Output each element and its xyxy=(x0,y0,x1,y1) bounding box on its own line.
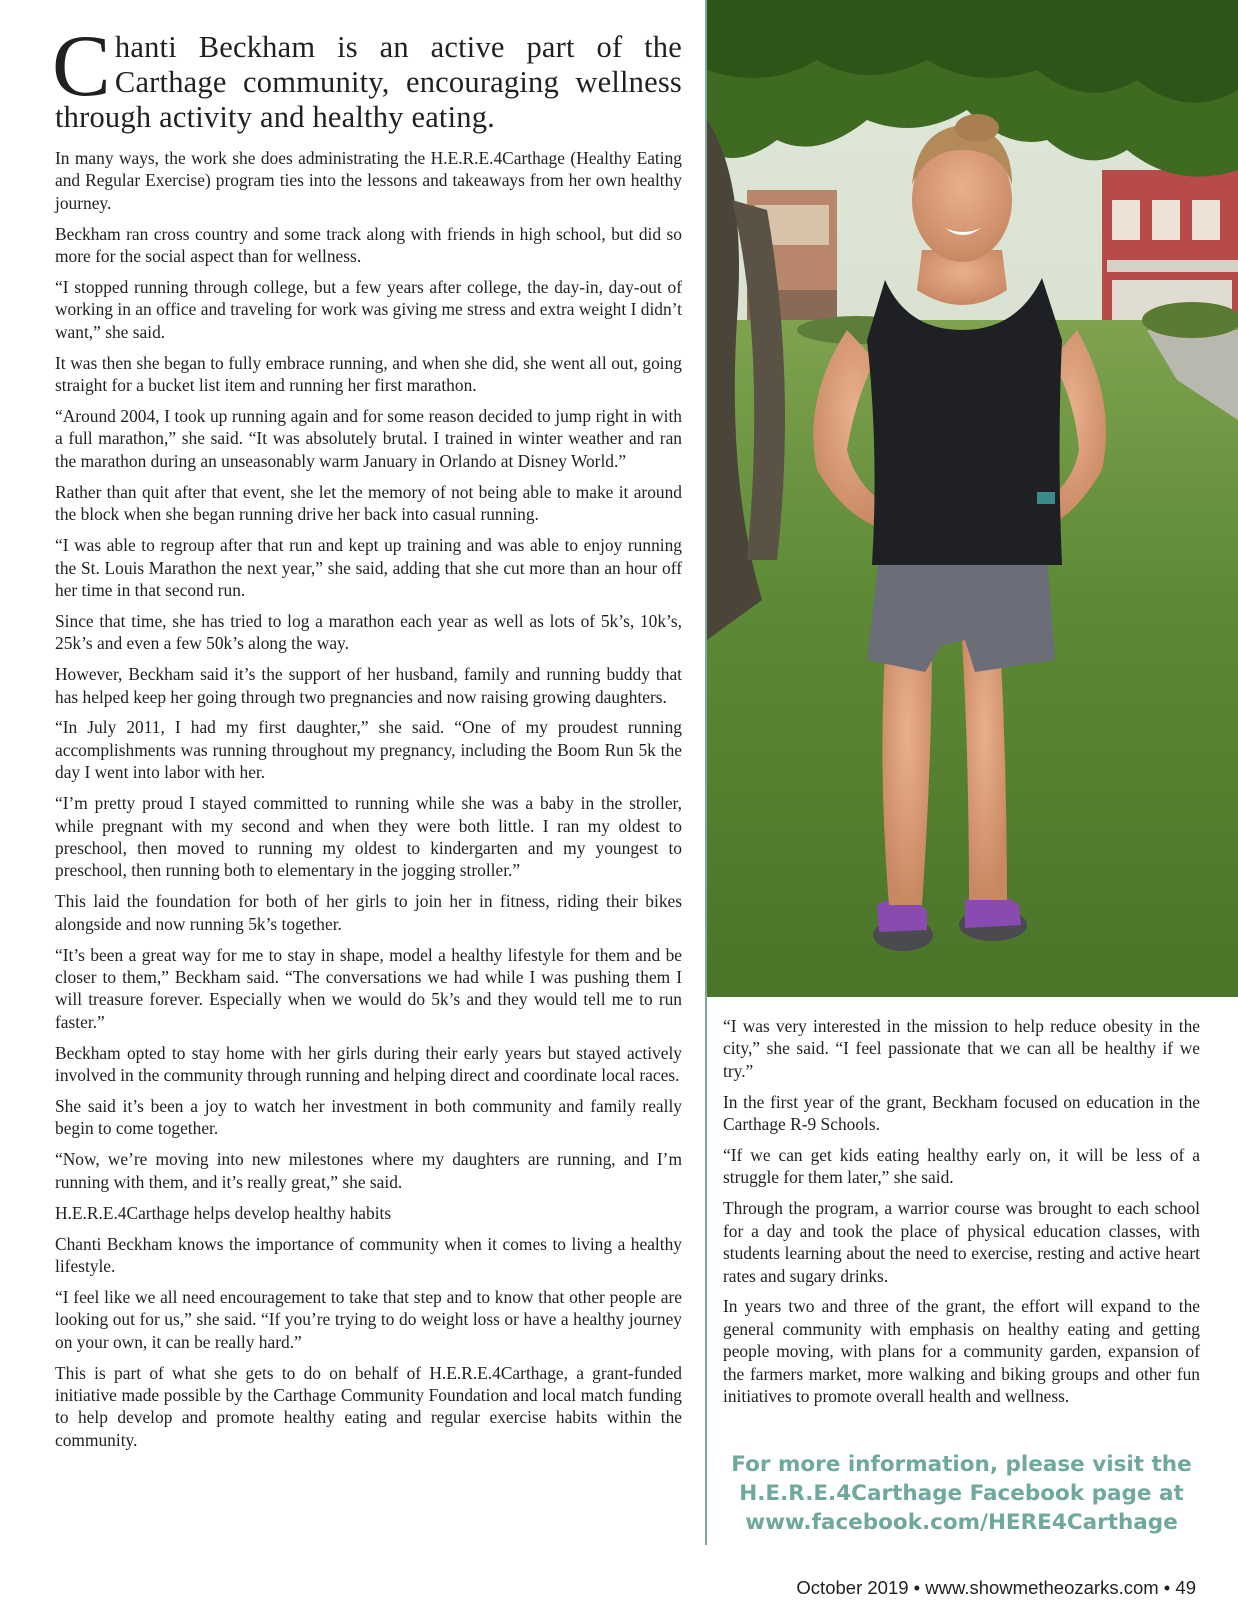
body-paragraph: “Now, we’re moving into new milestones where my daughters are running, and I’m running with them, and it’s really great,” she said. xyxy=(55,1149,682,1192)
drop-cap: C xyxy=(52,18,111,115)
body-paragraph: Through the program, a warrior course was brought to each school for a day and took the place of physical education classes, with students learning about the need to exercise, resting and active heart rates and sugary drinks. xyxy=(723,1198,1200,1286)
body-paragraph: In years two and three of the grant, the effort will expand to the general community with emphasis on healthy eating and getting people moving, with plans for a community garden, expansion of the farmers market, more walking and biking groups and other fun initiatives to promote overall health and wellness. xyxy=(723,1296,1200,1407)
body-paragraph: “I was very interested in the mission to help reduce obesity in the city,” she said. “I feel passionate that we can all be healthy if we try.” xyxy=(723,1016,1200,1081)
body-paragraph: This laid the foundation for both of her girls to join her in fitness, riding their bikes alongside and now running 5k’s together. xyxy=(55,891,682,934)
body-paragraph: She said it’s been a joy to watch her investment in both community and family really begin to come together. xyxy=(55,1096,682,1139)
lead-paragraph xyxy=(52,18,682,135)
body-paragraph: In the first year of the grant, Beckham focused on education in the Carthage R-9 Schools. xyxy=(723,1091,1200,1135)
callout-line: For more information, please visit the xyxy=(731,1452,1192,1477)
body-paragraph: “Around 2004, I took up running again and for some reason decided to jump right in with a full marathon,” she said. “It was absolutely brutal. I trained in winter weather and ran the marathon during an unseasonably warm January in Orlando at Disney World.” xyxy=(55,406,682,471)
body-paragraph: Beckham ran cross country and some track along with friends in high school, but did so more for the social aspect than for wellness. xyxy=(55,223,682,267)
body-paragraph: “It’s been a great way for me to stay in shape, model a healthy lifestyle for them and be closer to them,” Beckham said. “The conversations we had while I was pushing them I will treasure forever. Especially when we would do 5k’s and they would tell me to run faster.” xyxy=(55,944,682,1032)
body-paragraph: Since that time, she has tried to log a marathon each year as well as lots of 5k’s, 10k’s, 25k’s and even a few 50k’s along the way. xyxy=(55,610,682,654)
body-paragraph: “In July 2011, I had my first daughter,” she said. “One of my proudest running accomplishments was running throughout my pregnancy, including the Boom Run 5k the day I went into labor with her. xyxy=(55,717,682,783)
body-paragraph: “If we can get kids eating healthy early on, it will be less of a struggle for them later,” she said. xyxy=(723,1145,1200,1188)
body-paragraph: Chanti Beckham knows the importance of community when it comes to living a healthy lifestyle. xyxy=(55,1233,682,1276)
body-paragraph: In many ways, the work she does administrating the H.E.R.E.4Carthage (Healthy Eating and Regular Exercise) program ties into the lessons and takeaways from her own healthy journey. xyxy=(55,148,682,213)
body-paragraph: Beckham opted to stay home with her girls during their early years but stayed actively involved in the community through running and helping direct and coordinate local races. xyxy=(55,1042,682,1086)
section-subhead: H.E.R.E.4Carthage helps develop healthy habits xyxy=(55,1202,392,1223)
page-footer: October 2019 • www.showmetheozarks.com • 49 xyxy=(796,1577,1196,1598)
body-paragraph: “I was able to regroup after that run and kept up training and was able to enjoy running the St. Louis Marathon the next year,” she said, adding that she cut more than an hour off her time in that second run. xyxy=(55,535,682,600)
portrait-photo xyxy=(707,0,1238,997)
left-column xyxy=(52,18,682,1460)
more-info-callout xyxy=(723,1450,1200,1537)
callout-line: H.E.R.E.4Carthage Facebook page at xyxy=(739,1481,1184,1506)
facebook-link[interactable]: www.facebook.com/HERE4Carthage xyxy=(745,1510,1178,1535)
lead-text: hanti Beckham is an active part of the Carthage community, encouraging wellness through activity and healthy eating. xyxy=(55,30,682,134)
body-paragraph: “I feel like we all need encouragement to take that step and to know that other people are looking out for us,” she said. “If you’re trying to do weight loss or have a healthy journey on your own, it can be really hard.” xyxy=(55,1286,682,1352)
body-paragraph: It was then she began to fully embrace running, and when she did, she went all out, going straight for a bucket list item and running her first marathon. xyxy=(55,352,682,396)
body-paragraph: However, Beckham said it’s the support of her husband, family and running buddy that has helped keep her going through two pregnancies and now raising growing daughters. xyxy=(55,664,682,707)
body-paragraph: “I stopped running through college, but a few years after college, the day-in, day-out of working in an office and traveling for work was giving me stress and extra weight I didn’t want,” she said. xyxy=(55,277,682,342)
body-paragraph: This is part of what she gets to do on behalf of H.E.R.E.4Carthage, a grant-funded initiative made possible by the Carthage Community Foundation and local match funding to help develop and promote healthy eating and regular exercise habits within the community. xyxy=(55,1362,682,1450)
body-paragraph: “I’m pretty proud I stayed committed to running while she was a baby in the stroller, while pregnant with my second and when they were both little. I ran my oldest to preschool, then moved to running my oldest to kindergarten and my youngest to preschool, then running both to elementary in the jogging stroller.” xyxy=(55,793,682,881)
right-column xyxy=(723,1015,1200,1416)
body-paragraph: Rather than quit after that event, she let the memory of not being able to make it around the block when she began running drive her back into casual running. xyxy=(55,481,682,525)
